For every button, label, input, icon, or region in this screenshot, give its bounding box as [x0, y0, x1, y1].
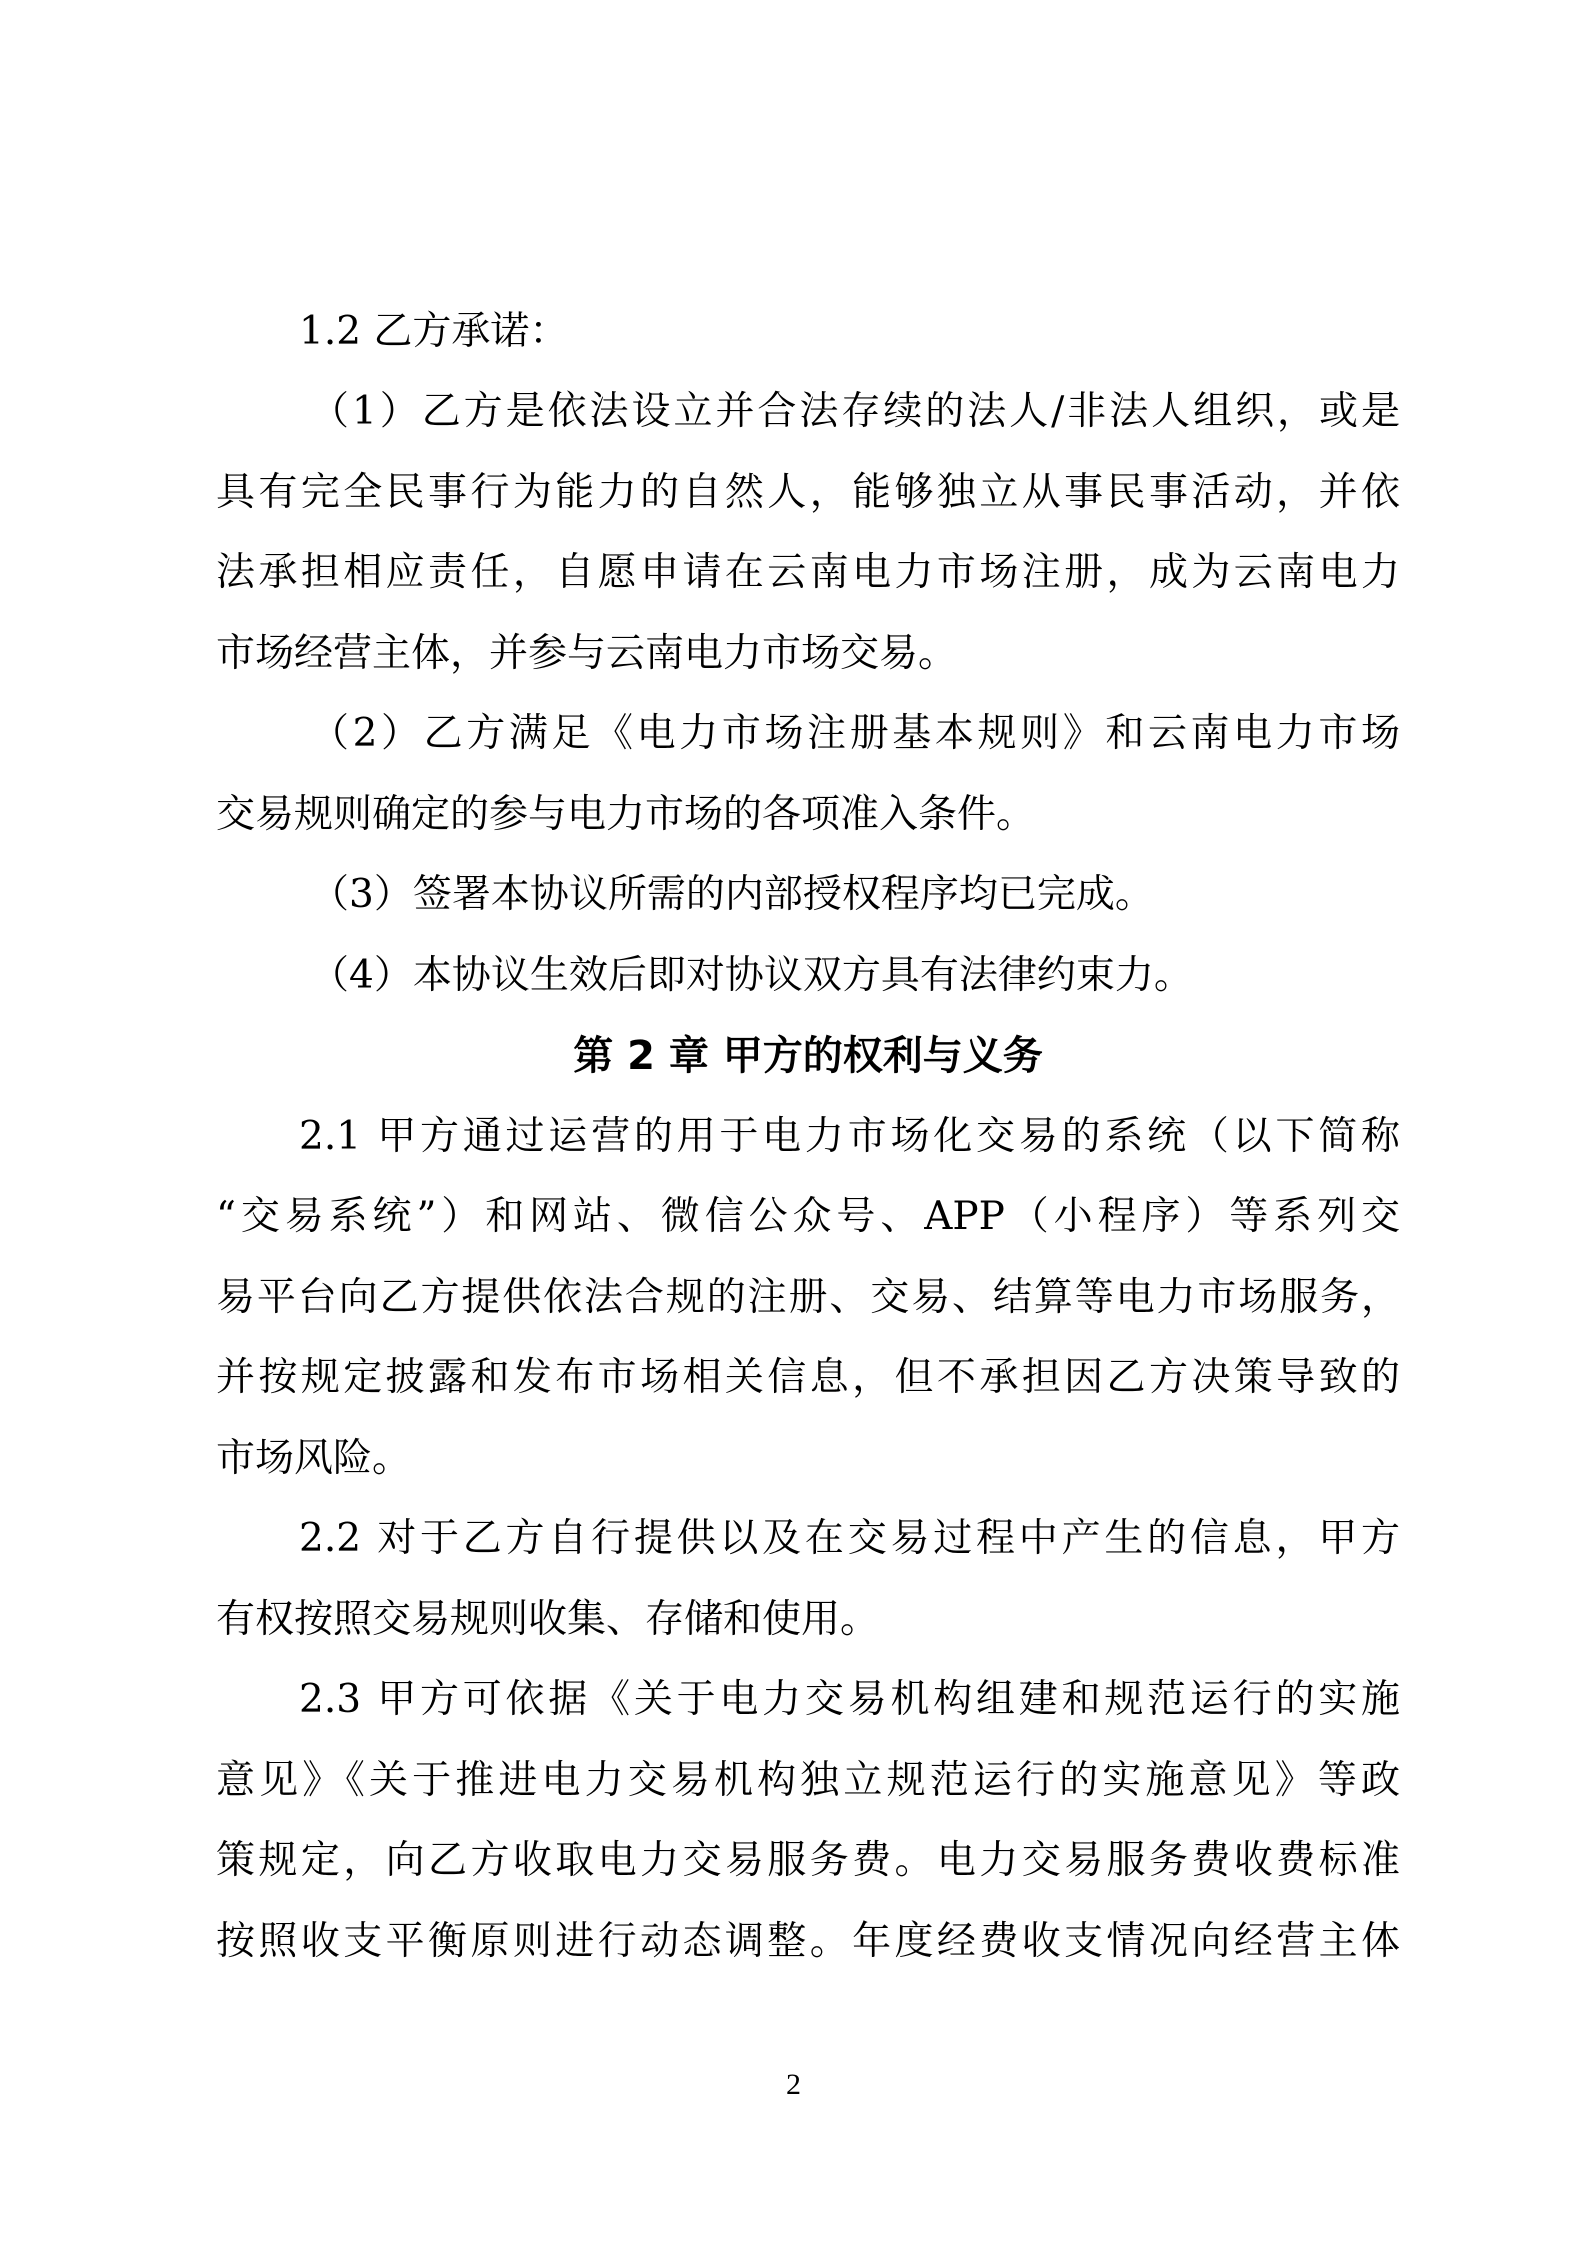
page-number: 2 — [786, 2068, 801, 2101]
text-line: 2.2 对于乙方自行提供以及在交易过程中产生的信息，甲方 — [299, 1516, 1400, 1561]
text-line: 法承担相应责任，自愿申请在云南电力市场注册，成为云南电力 — [216, 550, 1400, 595]
text-line: “交易系统”）和网站、微信公众号、APP（小程序）等系列交 — [216, 1194, 1400, 1239]
text-line: 策规定，向乙方收取电力交易服务费。电力交易服务费收费标准 — [216, 1838, 1400, 1883]
text-line: 市场风险。 — [216, 1436, 412, 1481]
text-line: （3）签署本协议所需的内部授权程序均已完成。 — [310, 872, 1154, 917]
text-line: 具有完全民事行为能力的自然人，能够独立从事民事活动，并依 — [216, 470, 1400, 515]
text-line: 有权按照交易规则收集、存储和使用。 — [216, 1597, 880, 1642]
text-line: 2.1 甲方通过运营的用于电力市场化交易的系统（以下简称 — [299, 1114, 1400, 1159]
text-line: 2.3 甲方可依据《关于电力交易机构组建和规范运行的实施 — [299, 1677, 1400, 1722]
text-line: 按照收支平衡原则进行动态调整。年度经费收支情况向经营主体 — [216, 1919, 1400, 1964]
text-line: 并按规定披露和发布市场相关信息，但不承担因乙方决策导致的 — [216, 1355, 1400, 1400]
chapter-title: 第 2 章 甲方的权利与义务 — [573, 1033, 1043, 1079]
text-line: 意见》《关于推进电力交易机构独立规范运行的实施意见》等政 — [216, 1758, 1400, 1803]
text-line: 易平台向乙方提供依法合规的注册、交易、结算等电力市场服务， — [216, 1275, 1400, 1320]
text-line: 交易规则确定的参与电力市场的各项准入条件。 — [216, 792, 1036, 837]
text-line: （1）乙方是依法设立并合法存续的法人/非法人组织，或是 — [310, 389, 1400, 434]
text-line: 市场经营主体，并参与云南电力市场交易。 — [216, 631, 958, 676]
text-line: （4）本协议生效后即对协议双方具有法律约束力。 — [310, 953, 1193, 998]
text-line: （2）乙方满足《电力市场注册基本规则》和云南电力市场 — [310, 711, 1400, 756]
section-heading-1-2: 1.2 乙方承诺： — [299, 309, 569, 354]
